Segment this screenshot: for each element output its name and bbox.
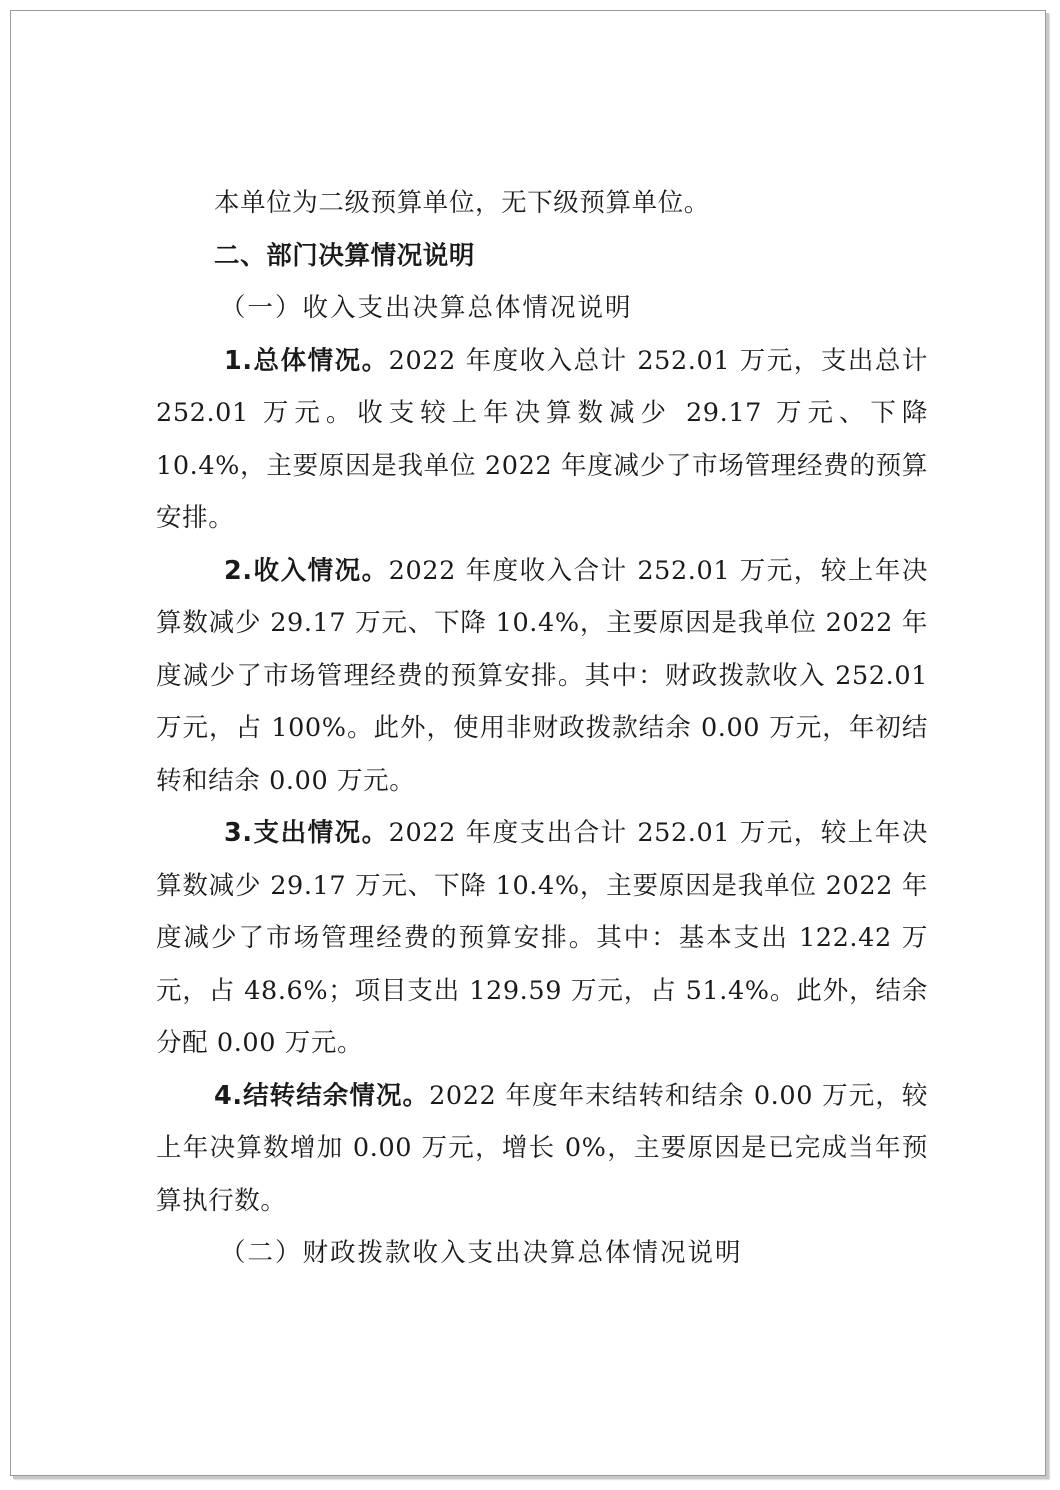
- paragraph-text: 2022 年度年末结转和结余 0.00 万元，较上年决算数增加 0.00 万元，增长 0%，主要原因是已完成当年预算执行数。: [156, 1080, 928, 1216]
- paragraph-lead: 2.收入情况。: [224, 555, 389, 586]
- document-body: [156, 177, 928, 1280]
- subsection-heading-fiscal: [156, 1227, 928, 1280]
- paragraph-unit-level: [156, 177, 928, 230]
- paragraph-text: 2022 年度收入合计 252.01 万元，较上年决算数减少 29.17 万元、下降 10.4%，主要原因是我单位 2022 年度减少了市场管理经费的预算安排。其中：财政拨款收入 252.01 万元，占 100%。此外，使用非财政拨款结余 0.00 万元，年初结转和结余 0.00 万元。: [156, 555, 928, 796]
- section-heading-text: 二、部门决算情况说明: [214, 240, 476, 271]
- paragraph-lead: 1.总体情况。: [224, 345, 389, 376]
- paragraph-expense: [156, 807, 928, 1070]
- paragraph-income: [156, 545, 928, 808]
- section-heading: [156, 230, 928, 283]
- paragraph-carryover: [156, 1070, 928, 1228]
- subsection-heading-text: （二）财政拨款收入支出决算总体情况说明: [220, 1238, 743, 1268]
- document-page: [10, 10, 1046, 1476]
- subsection-heading-income-expense: [156, 282, 928, 335]
- paragraph-lead: 4.结转结余情况。: [214, 1080, 430, 1111]
- subsection-heading-text: （一）收入支出决算总体情况说明: [220, 293, 633, 323]
- paragraph-lead: 3.支出情况。: [224, 818, 389, 848]
- paragraph-text: 2022 年度支出合计 252.01 万元，较上年决算数减少 29.17 万元、下降 10.4%，主要原因是我单位 2022 年度减少了市场管理经费的预算安排。其中：基本支出 122.42 万元，占 48.6%；项目支出 129.59 万元，占 51.4%。此外，结余分配 0.00 万元。: [156, 818, 928, 1058]
- paragraph-overall: [156, 335, 928, 545]
- paragraph-text: 2022 年度收入总计 252.01 万元，支出总计 252.01 万元。收支较上年决算数减少 29.17 万元、下降 10.4%，主要原因是我单位 2022 年度减少了市场管理经费的预算安排。: [156, 345, 928, 533]
- paragraph-text: 本单位为二级预算单位，无下级预算单位。: [214, 188, 710, 218]
